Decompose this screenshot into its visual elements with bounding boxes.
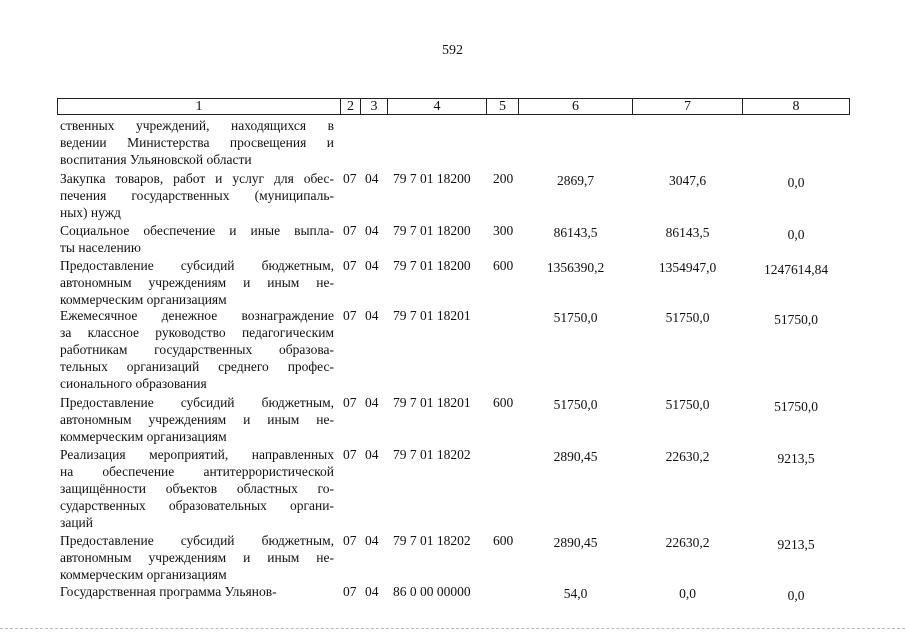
row-cell-c2: 07 (343, 223, 357, 238)
row-description-line: печения государственных (муниципаль- (60, 188, 334, 203)
row-cell-c8: 9213,5 (777, 451, 815, 466)
row-cell-c8: 0,0 (787, 175, 805, 190)
row-cell-c6: 1356390,2 (546, 260, 605, 275)
row-description-line: автономным учреждениям и иным не- (60, 550, 334, 565)
header-col-4: 4 (387, 98, 487, 115)
row-description (60, 394, 334, 445)
row-cell-c4: 79 7 01 18200 (393, 258, 471, 273)
row-cell-c4: 79 7 01 18202 (393, 533, 471, 548)
row-cell-c4: 79 7 01 18201 (393, 395, 471, 410)
row-cell-c4: 79 7 01 18201 (393, 308, 471, 323)
row-cell-c8: 9213,5 (777, 537, 815, 552)
row-description-line: Предоставление субсидий бюджетным, (60, 533, 334, 548)
row-cell-c5: 600 (493, 258, 514, 273)
row-cell-c5: 300 (493, 223, 514, 238)
row-cell-c8: 51750,0 (774, 312, 818, 327)
row-cell-c2: 07 (343, 171, 357, 186)
row-description (60, 117, 334, 168)
row-cell-c6: 2890,45 (553, 449, 598, 464)
page-number: 592 (442, 43, 463, 58)
row-cell-c3: 04 (365, 223, 379, 238)
row-description (60, 222, 334, 256)
row-cell-c2: 07 (343, 584, 357, 599)
header-col-3: 3 (360, 98, 388, 115)
row-cell-c3: 04 (365, 584, 379, 599)
row-description-line: Предоставление субсидий бюджетным, (60, 258, 334, 273)
row-cell-c4: 86 0 00 00000 (393, 584, 471, 599)
row-description-line: коммерческим организациям (60, 567, 227, 582)
row-cell-c3: 04 (365, 308, 379, 323)
row-description (60, 532, 334, 583)
row-description-line: ты населению (60, 240, 141, 255)
row-cell-c8: 1247614,84 (763, 262, 829, 277)
row-cell-c3: 04 (365, 447, 379, 462)
row-cell-c4: 79 7 01 18202 (393, 447, 471, 462)
row-cell-c7: 22630,2 (665, 449, 710, 464)
row-cell-c3: 04 (365, 258, 379, 273)
row-cell-c6: 2890,45 (553, 535, 598, 550)
row-cell-c3: 04 (365, 533, 379, 548)
row-cell-c4: 79 7 01 18200 (393, 171, 471, 186)
row-description-line: тельных организаций среднего профес- (60, 359, 334, 374)
row-cell-c7: 86143,5 (665, 225, 710, 240)
row-description-line: сионального образования (60, 376, 207, 391)
row-description-line: Предоставление субсидий бюджетным, (60, 395, 334, 410)
row-description-line: Реализация мероприятий, направленных (60, 447, 334, 462)
row-description-line: ных) нужд (60, 205, 121, 220)
row-cell-c6: 86143,5 (553, 225, 598, 240)
header-col-2: 2 (340, 98, 361, 115)
row-cell-c6: 54,0 (563, 586, 588, 601)
row-description-line: ственных учреждений, находящихся в (60, 118, 334, 133)
row-description-line: автономным учреждениям и иным не- (60, 275, 334, 290)
row-cell-c2: 07 (343, 308, 357, 323)
row-description-line: ведении Министерства просвещения и (60, 135, 334, 150)
header-col-8: 8 (742, 98, 850, 115)
row-cell-c6: 51750,0 (553, 397, 598, 412)
row-cell-c2: 07 (343, 533, 357, 548)
row-cell-c4: 79 7 01 18200 (393, 223, 471, 238)
row-description-line: работникам государственных образова- (60, 342, 334, 357)
row-description-line: сударственных образовательных органи- (60, 498, 334, 513)
row-cell-c8: 0,0 (787, 227, 805, 242)
row-cell-c2: 07 (343, 258, 357, 273)
row-cell-c7: 1354947,0 (658, 260, 717, 275)
row-cell-c5: 200 (493, 171, 514, 186)
row-cell-c8: 0,0 (787, 588, 805, 603)
row-description (60, 257, 334, 308)
header-col-5: 5 (486, 98, 519, 115)
row-cell-c5: 600 (493, 395, 514, 410)
row-description (60, 446, 334, 531)
row-description-line: на обеспечение антитеррористической (60, 464, 334, 479)
row-cell-c7: 22630,2 (665, 535, 710, 550)
header-col-6: 6 (518, 98, 633, 115)
row-description (60, 583, 334, 600)
row-cell-c6: 2869,7 (556, 173, 595, 188)
row-description-line: защищённости объектов областных го- (60, 481, 334, 496)
row-description-line: Ежемесячное денежное вознаграждение (60, 308, 334, 323)
row-cell-c7: 51750,0 (665, 397, 710, 412)
header-col-1: 1 (57, 98, 341, 115)
row-cell-c2: 07 (343, 447, 357, 462)
row-cell-c3: 04 (365, 171, 379, 186)
row-description-line: за классное руководство педагогическим (60, 325, 334, 340)
row-description-line: коммерческим организациям (60, 292, 227, 307)
row-description-line: автономным учреждениям и иным не- (60, 412, 334, 427)
row-cell-c2: 07 (343, 395, 357, 410)
row-cell-c8: 51750,0 (774, 399, 818, 414)
header-col-7: 7 (632, 98, 743, 115)
row-description-line: Государственная программа Ульянов- (60, 584, 277, 599)
row-description (60, 307, 334, 392)
row-description-line: коммерческим организациям (60, 429, 227, 444)
row-description-line: Социальное обеспечение и иные выпла- (60, 223, 334, 238)
row-cell-c5: 600 (493, 533, 514, 548)
page-bottom-rule (0, 628, 905, 629)
row-cell-c3: 04 (365, 395, 379, 410)
row-cell-c7: 51750,0 (665, 310, 710, 325)
row-description (60, 170, 334, 221)
row-description-line: заций (60, 515, 93, 530)
row-description-line: Закупка товаров, работ и услуг для обес- (60, 171, 334, 186)
row-description-line: воспитания Ульяновской области (60, 152, 252, 167)
row-cell-c7: 0,0 (679, 586, 696, 601)
row-cell-c7: 3047,6 (668, 173, 707, 188)
row-cell-c6: 51750,0 (553, 310, 598, 325)
